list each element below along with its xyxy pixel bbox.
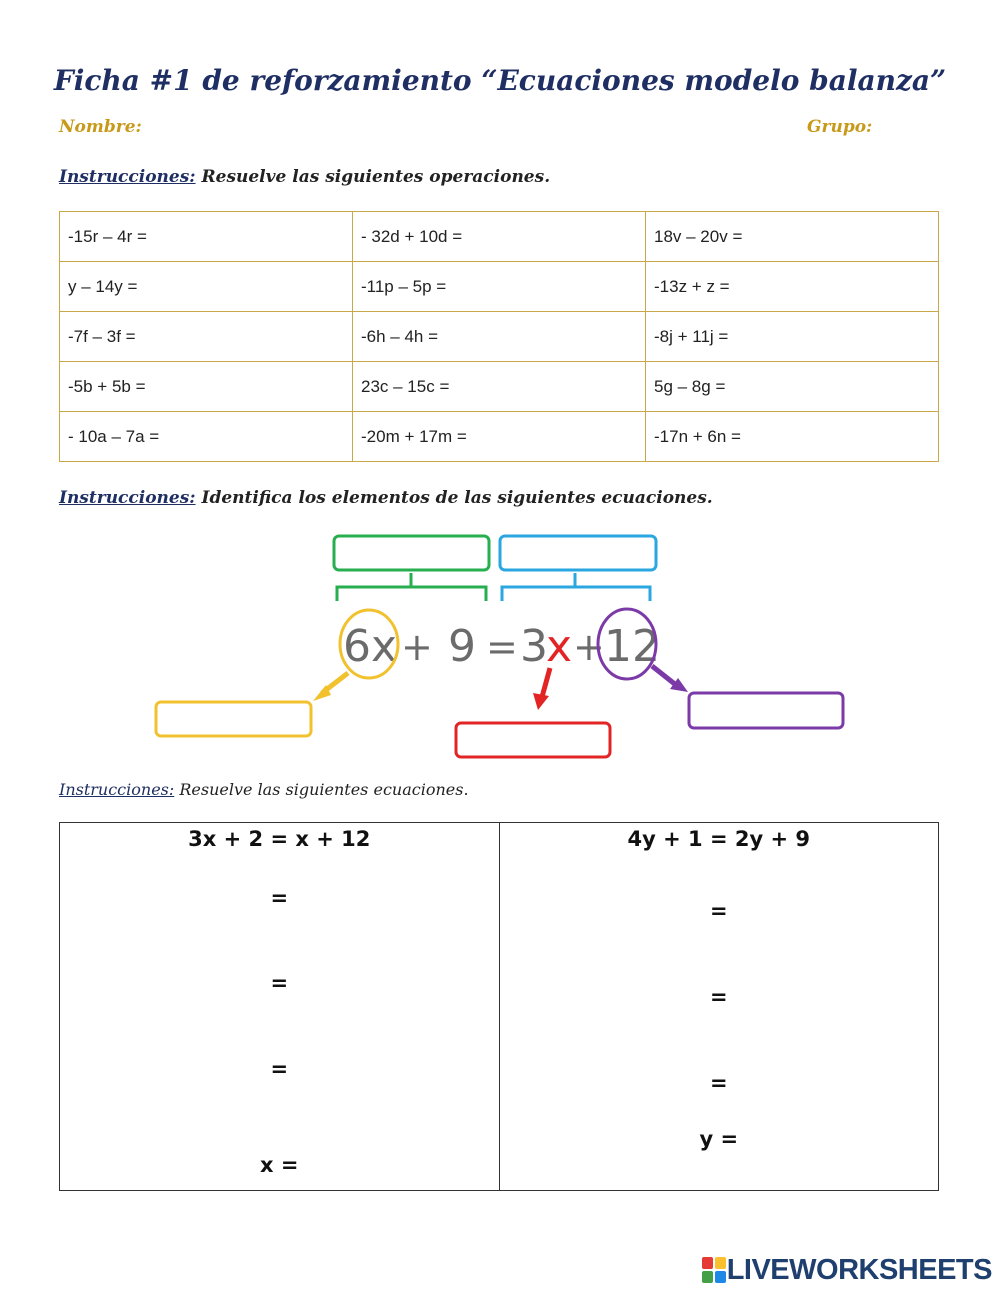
equation-cell-right [499, 823, 939, 1191]
brace-second-member [502, 573, 650, 601]
operation-cell[interactable]: 5g – 8g = [646, 362, 939, 412]
instructions-1-lead: Instrucciones: [59, 167, 196, 187]
instructions-2-lead: Instrucciones: [59, 488, 196, 508]
arrow-red [542, 668, 550, 697]
instructions-1 [59, 167, 550, 187]
name-label: Nombre: [59, 117, 142, 137]
table-row [60, 412, 939, 462]
plus-sign-2: + [573, 625, 605, 669]
operation-cell[interactable]: -8j + 11j = [646, 312, 939, 362]
operation-cell[interactable]: -13z + z = [646, 262, 939, 312]
step-left-2[interactable]: = [270, 971, 289, 995]
operation-cell[interactable]: 23c – 15c = [353, 362, 646, 412]
group-label: Grupo: [807, 117, 873, 137]
step-left-3[interactable]: = [270, 1057, 289, 1081]
operation-cell[interactable]: y – 14y = [60, 262, 353, 312]
step-right-3[interactable]: = [709, 1071, 728, 1095]
instructions-1-text: Resuelve las siguientes operaciones. [195, 167, 551, 187]
equals-sign: = [486, 625, 518, 669]
answer-box-term[interactable] [156, 702, 311, 736]
step-right-2[interactable]: = [709, 985, 728, 1009]
table-row [60, 262, 939, 312]
answer-box-first-member[interactable] [334, 536, 489, 570]
arrowhead-red-icon [533, 693, 549, 710]
operation-cell[interactable]: -17n + 6n = [646, 412, 939, 462]
instructions-3 [59, 780, 469, 799]
term-9: 9 [448, 621, 476, 672]
operation-cell[interactable]: -20m + 17m = [353, 412, 646, 462]
step-right-1[interactable]: = [709, 899, 728, 923]
operation-cell[interactable]: 18v – 20v = [646, 212, 939, 262]
term-3: 3 [520, 621, 548, 672]
term-6x: 6x [343, 621, 398, 672]
brace-first-member [337, 573, 486, 601]
answer-box-constant[interactable] [689, 693, 843, 728]
equation-left: 3x + 2 = x + 12 [188, 827, 371, 851]
operation-cell[interactable]: -11p – 5p = [353, 262, 646, 312]
operation-cell[interactable]: -5b + 5b = [60, 362, 353, 412]
answer-box-variable[interactable] [456, 723, 610, 757]
liveworksheets-logo-icon [701, 1256, 727, 1284]
arrow-purple [652, 666, 676, 685]
equation-cell-left [60, 823, 500, 1191]
page-title: Ficha #1 de reforzamiento “Ecuaciones modelo balanza” [53, 64, 947, 97]
equation-right: 4y + 1 = 2y + 9 [627, 827, 810, 851]
equation-diagram [0, 525, 1000, 770]
instructions-2-text: Identifica los elementos de las siguientes ecuaciones. [195, 488, 713, 508]
table-row [60, 362, 939, 412]
brand-logo [701, 1250, 992, 1290]
answer-box-second-member[interactable] [500, 536, 656, 570]
operation-cell[interactable]: - 32d + 10d = [353, 212, 646, 262]
variable-x: x [546, 621, 573, 672]
operation-cell[interactable]: - 10a – 7a = [60, 412, 353, 462]
operation-cell[interactable]: -7f – 3f = [60, 312, 353, 362]
table-row [60, 823, 939, 1191]
plus-sign-1: + [401, 625, 433, 669]
brand-name: LIVEWORKSHEETS [726, 1253, 992, 1286]
step-left-1[interactable]: = [270, 886, 289, 910]
equations-table [59, 822, 939, 1191]
operation-cell[interactable]: -15r – 4r = [60, 212, 353, 262]
answer-left[interactable]: x = [260, 1153, 299, 1177]
table-row [60, 212, 939, 262]
instructions-3-lead: Instrucciones: [59, 780, 175, 799]
table-row [60, 312, 939, 362]
term-12: 12 [604, 621, 660, 672]
operations-table [59, 211, 939, 462]
instructions-2 [59, 488, 713, 508]
operation-cell[interactable]: -6h – 4h = [353, 312, 646, 362]
answer-right[interactable]: y = [699, 1127, 739, 1151]
instructions-3-text: Resuelve las siguientes ecuaciones. [174, 780, 469, 799]
